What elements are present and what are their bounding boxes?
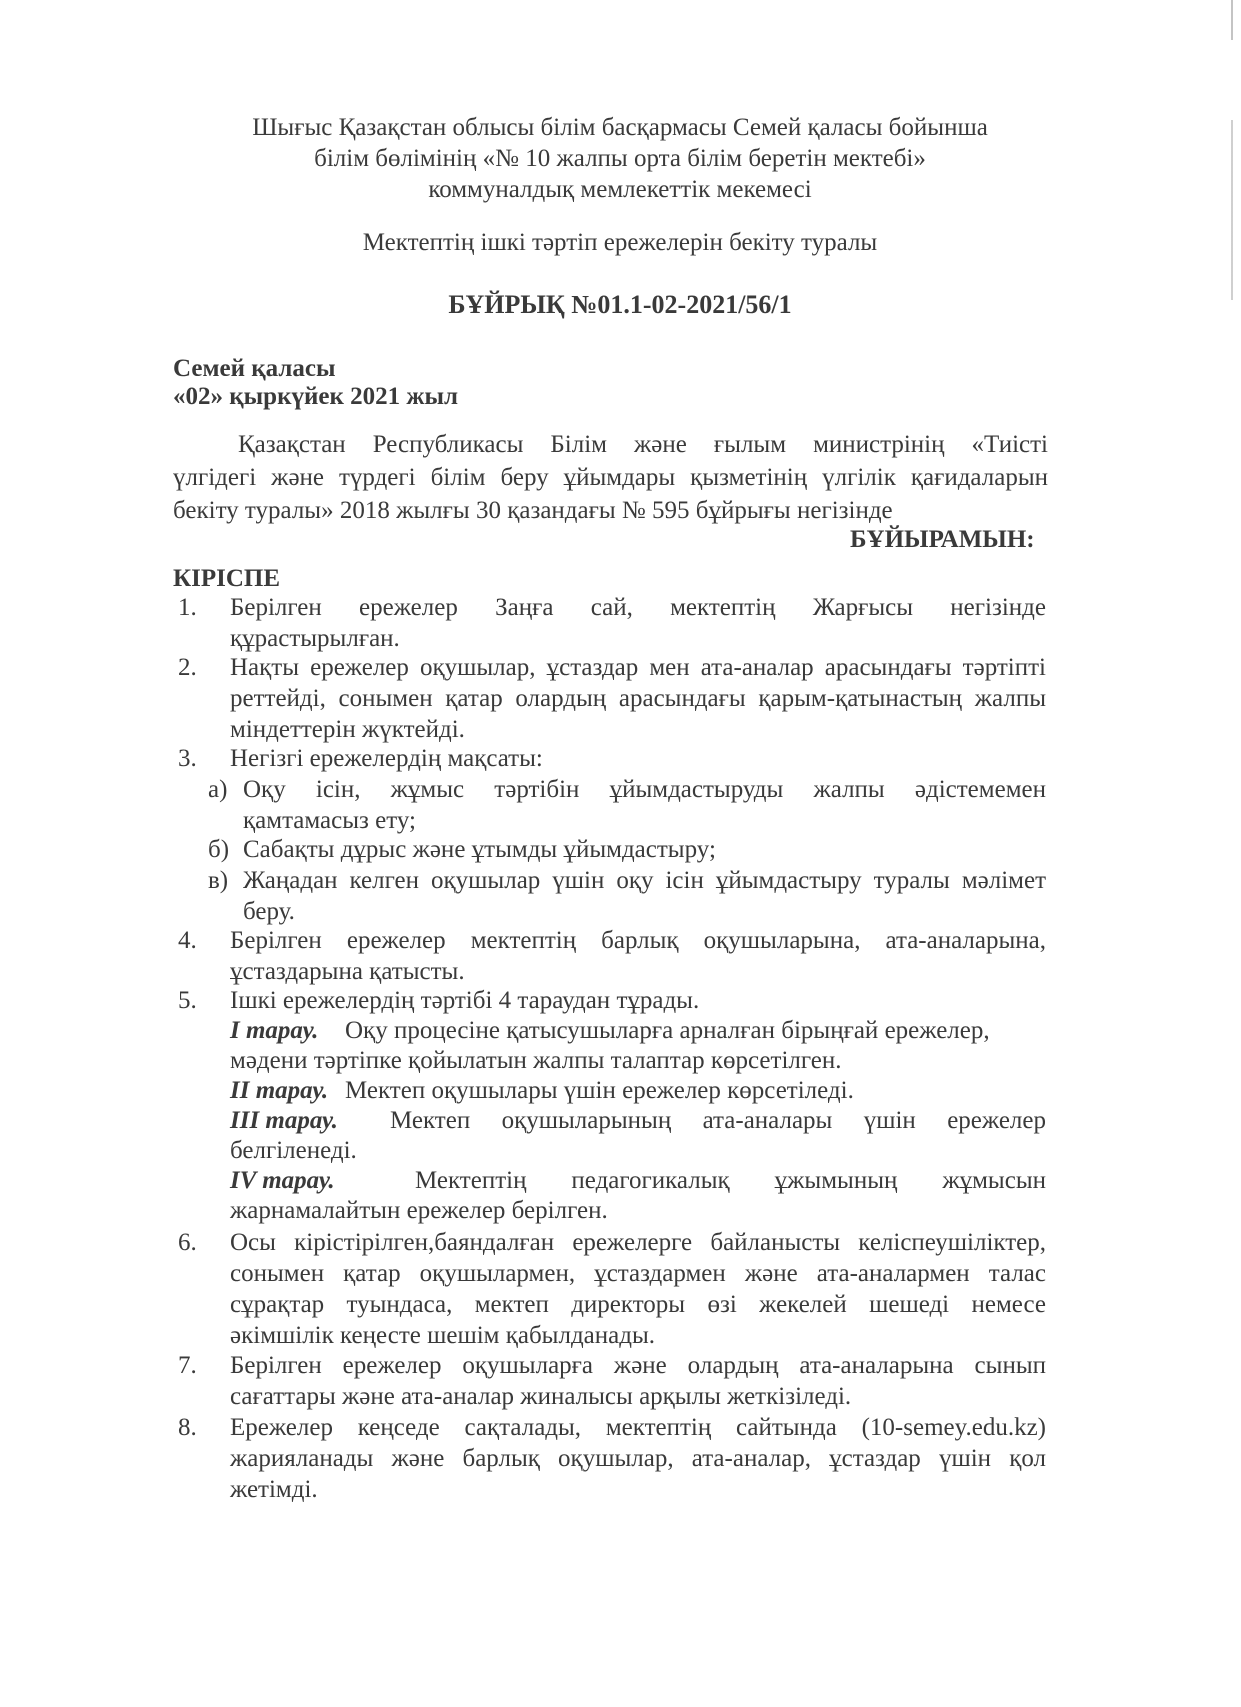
chapter-text: белгіленеді. xyxy=(230,1137,357,1164)
item-number: 7. xyxy=(178,1352,197,1379)
subitem-text: қамтамасыз ету; xyxy=(243,807,416,834)
chapter-4-label xyxy=(230,1164,335,1197)
section-title: КІРІСПЕ xyxy=(173,565,281,592)
chapter-3-label xyxy=(230,1104,338,1137)
subitem-letter: в) xyxy=(208,867,229,894)
chapter-1-label xyxy=(230,1014,318,1047)
subitem-text: Оқу ісін, жұмыс тәртібін ұйымдастыруды жалпы әдістемемен xyxy=(243,776,1046,803)
item-number: 8. xyxy=(178,1414,197,1441)
item-text: Берілген ережелер Заңға сай, мектептің Жарғысы негізінде xyxy=(230,594,1046,621)
chapter-text: Мектеп оқушыларының ата-аналары үшін ережелер xyxy=(390,1107,1046,1134)
item-number: 3. xyxy=(178,745,197,772)
item-text: Ішкі ережелердің тәртібі 4 тараудан тұрады. xyxy=(230,987,700,1014)
item-text: ұстаздарына қатысты. xyxy=(230,958,465,985)
item-text: жарияланады және барлық оқушылар, ата-аналар, ұстаздар үшін қол xyxy=(230,1445,1046,1472)
item-text: сонымен қатар оқушылармен, ұстаздармен және ата-аналармен талас xyxy=(230,1260,1046,1287)
subitem-letter: а) xyxy=(208,776,228,803)
item-number: 6. xyxy=(178,1229,197,1256)
item-text: жетімді. xyxy=(230,1476,318,1503)
header-line-3: коммуналдық мемлекеттік мекемесі xyxy=(428,176,812,203)
item-text: әкімшілік кеңесте шешім қабылданады. xyxy=(230,1322,656,1349)
item-text: құрастырылған. xyxy=(230,625,400,652)
order-date: «02» қыркүйек 2021 жыл xyxy=(173,383,459,410)
item-text: Негізгі ережелердің мақсаты: xyxy=(230,745,543,772)
order-command: БҰЙЫРАМЫН: xyxy=(850,526,1035,553)
item-text: Нақты ережелер оқушылар, ұстаздар мен ата-аналар арасындағы тәртіпті xyxy=(230,654,1046,681)
item-text: реттейді, сонымен қатар олардың арасындағы қарым-қатынастың жалпы xyxy=(230,685,1046,712)
header-line-1: Шығыс Қазақстан облысы білім басқармасы Семей қаласы бойынша xyxy=(252,114,988,141)
chapter-text: Мектеп оқушылары үшін ережелер көрсетіледі. xyxy=(345,1077,854,1104)
chapter-text: мәдени тәртіпке қойылатын жалпы талаптар көрсетілген. xyxy=(230,1047,842,1074)
header-line-2: білім бөлімінің «№ 10 жалпы орта білім беретін мектебі» xyxy=(314,145,926,172)
order-place: Семей қаласы xyxy=(173,355,336,382)
item-text: сағаттары және ата-аналар жиналысы арқылы жеткізіледі. xyxy=(230,1383,852,1410)
preamble-line-2: үлгідегі және түрдегі білім беру ұйымдары қызметінің үлгілік қағидаларын xyxy=(173,464,1048,491)
item-number: 5. xyxy=(178,987,197,1014)
order-title: БҰЙРЫҚ №01.1-02-2021/56/1 xyxy=(448,290,792,319)
chapter-heading: II тарау. xyxy=(230,1077,329,1104)
chapter-text: жарнамалайтын ережелер берілген. xyxy=(230,1197,608,1224)
item-text: Берілген ережелер мектептің барлық оқушыларына, ата-аналарына, xyxy=(230,927,1046,954)
scan-edge-shadow xyxy=(1231,0,1233,1707)
item-text: Осы кірістірілген,баяндалған ережелерге байланысты келіспеушіліктер, xyxy=(230,1229,1046,1256)
subitem-letter: б) xyxy=(208,836,230,863)
preamble-line-1: Қазақстан Республикасы Білім және ғылым министрінің «Тиісті xyxy=(238,431,1048,458)
item-number: 1. xyxy=(178,594,197,621)
subitem-text: Жаңадан келген оқушылар үшін оқу ісін ұйымдастыру туралы мәлімет xyxy=(243,867,1046,894)
item-number: 2. xyxy=(178,654,197,681)
item-number: 4. xyxy=(178,927,197,954)
chapter-text: Мектептің педагогикалық ұжымының жұмысын xyxy=(415,1167,1046,1194)
order-subject: Мектептің ішкі тәртіп ережелерін бекіту туралы xyxy=(362,229,878,256)
item-text: сұрақтар туындаса, мектеп директоры өзі жекелей шешеді немесе xyxy=(230,1291,1046,1318)
preamble-line-3: бекіту туралы» 2018 жылғы 30 қазандағы № 595 бұйрығы негізінде xyxy=(173,497,893,524)
chapter-2-label xyxy=(230,1074,328,1107)
chapter-heading: I тарау. xyxy=(230,1017,319,1044)
item-text: Берілген ережелер оқушыларға және олардың ата-аналарына сынып xyxy=(230,1352,1046,1379)
chapter-heading: IV тарау. xyxy=(230,1167,335,1194)
item-text: Ережелер кеңседе сақталады, мектептің сайтында (10-semey.edu.kz) xyxy=(230,1414,1046,1441)
item-text: міндеттерін жүктейді. xyxy=(230,716,465,743)
chapter-text: Оқу процесіне қатысушыларға арналған бірыңғай ережелер, xyxy=(345,1017,990,1044)
subitem-text: Сабақты дұрыс және ұтымды ұйымдастыру; xyxy=(243,836,716,863)
subitem-text: беру. xyxy=(243,898,295,925)
chapter-heading: III тарау. xyxy=(230,1107,338,1134)
